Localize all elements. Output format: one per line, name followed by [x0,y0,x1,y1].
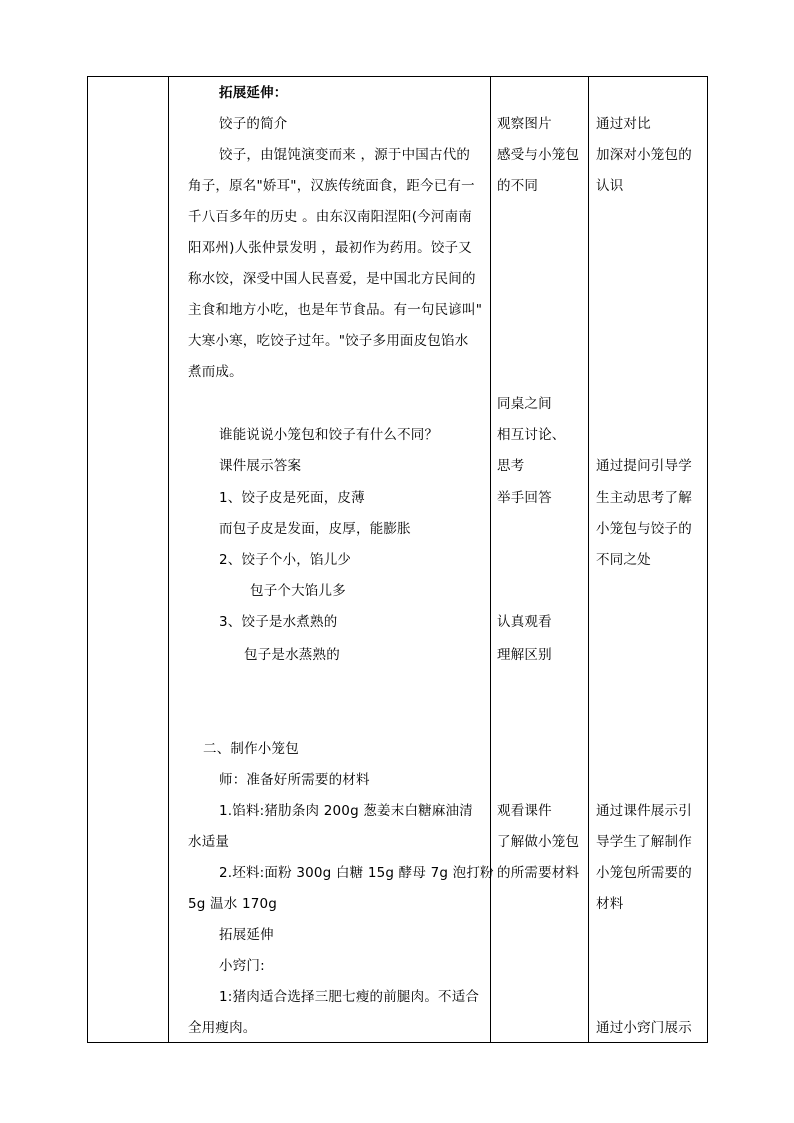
answer-item: 2、饺子个小，馅儿少 [219,552,352,568]
student-activity-line: 观看课件 [497,803,552,819]
tips-label: 小窍门: [219,958,265,974]
answer-item: 包子个大馅儿多 [250,583,346,599]
paragraph-line: 主食和地方小吃，也是年节食品。有一句民谚叫" [188,302,483,318]
student-activity-line: 思考 [497,458,525,474]
student-activity-line: 的所需要材料 [497,865,580,881]
table-border-top [87,76,708,77]
table-border-bottom [87,1042,708,1043]
paragraph-line: 饺子，由馄饨演变而来 ，源于中国古代的 [219,147,471,163]
column-divider-2 [490,76,491,1043]
design-intent-line: 认识 [596,178,624,194]
tip-item: 1:猪肉适合选择三肥七瘦的前腿肉。不适合 [219,989,480,1005]
stage-column [88,77,168,1042]
teacher-prepare-text: 师：准备好所需要的材料 [219,772,370,788]
extension-label: 拓展延伸 [219,927,274,943]
student-activity-line: 同桌之间 [497,396,552,412]
answer-item: 而包子皮是发面，皮厚，能膨胀 [219,521,411,537]
design-intent-line: 小笼包所需要的 [596,865,692,881]
paragraph-line: 大寒小寒，吃饺子过年。"饺子多用面皮包馅水 [188,333,469,349]
paragraph-line: 称水饺，深受中国人民喜爱，是中国北方民间的 [188,271,476,287]
column-divider-3 [588,76,589,1043]
answer-item: 3、饺子是水煮熟的 [219,614,338,630]
student-activity-line: 了解做小笼包 [497,834,580,850]
column-divider-1 [168,76,169,1043]
student-activity-line: 观察图片 [497,116,552,132]
design-intent-line: 加深对小笼包的 [596,147,692,163]
paragraph-line: 角子，原名"娇耳"，汉族传统面食，距今已有一 [188,178,475,194]
design-intent-line: 通过小窍门展示 [596,1020,692,1036]
design-intent-line: 生主动思考了解 [596,490,692,506]
courseware-answer-label: 课件展示答案 [219,458,302,474]
design-intent-line: 通过提问引导学 [596,458,692,474]
student-activity-line: 理解区别 [497,647,552,663]
answer-item: 包子是水蒸熟的 [244,647,340,663]
student-activity-line: 感受与小笼包 [497,147,580,163]
dough-ingredients: 5g 温水 170g [188,896,278,912]
student-activity-line: 举手回答 [497,490,552,506]
dough-ingredients: 2.坯料:面粉 300g 白糖 15g 酵母 7g 泡打粉 [219,865,494,881]
design-intent-line: 通过课件展示引 [596,803,692,819]
design-intent-line: 不同之处 [596,552,651,568]
tip-item: 全用瘦肉。 [188,1020,257,1036]
design-intent-line: 导学生了解制作 [596,834,692,850]
answer-item: 1、饺子皮是死面，皮薄 [219,490,365,506]
paragraph-line: 阳邓州)人张仲景发明 ，最初作为药用。饺子又 [188,240,472,256]
filling-ingredients: 1.馅料:猪肋条肉 200g 葱姜末白糖麻油清 [219,803,473,819]
student-activity-line: 认真观看 [497,614,552,630]
filling-ingredients: 水适量 [188,834,230,850]
question-text: 谁能说说小笼包和饺子有什么不同？ [219,427,439,443]
student-activity-line: 相互讨论、 [497,427,566,443]
design-intent-line: 小笼包与饺子的 [596,521,692,537]
table-border-right [707,76,708,1043]
section-heading-extension: 拓展延伸： [219,85,288,101]
paragraph-line: 千八百多年的历史 。由东汉南阳涅阳(今河南南 [188,209,472,225]
paragraph-line: 煮而成。 [188,364,243,380]
student-activity-line: 的不同 [497,178,539,194]
design-intent-line: 材料 [596,896,624,912]
design-intent-line: 通过对比 [596,116,651,132]
subheading-dumpling-intro: 饺子的简介 [219,116,288,132]
section-heading-make-buns: 二、制作小笼包 [203,741,299,757]
